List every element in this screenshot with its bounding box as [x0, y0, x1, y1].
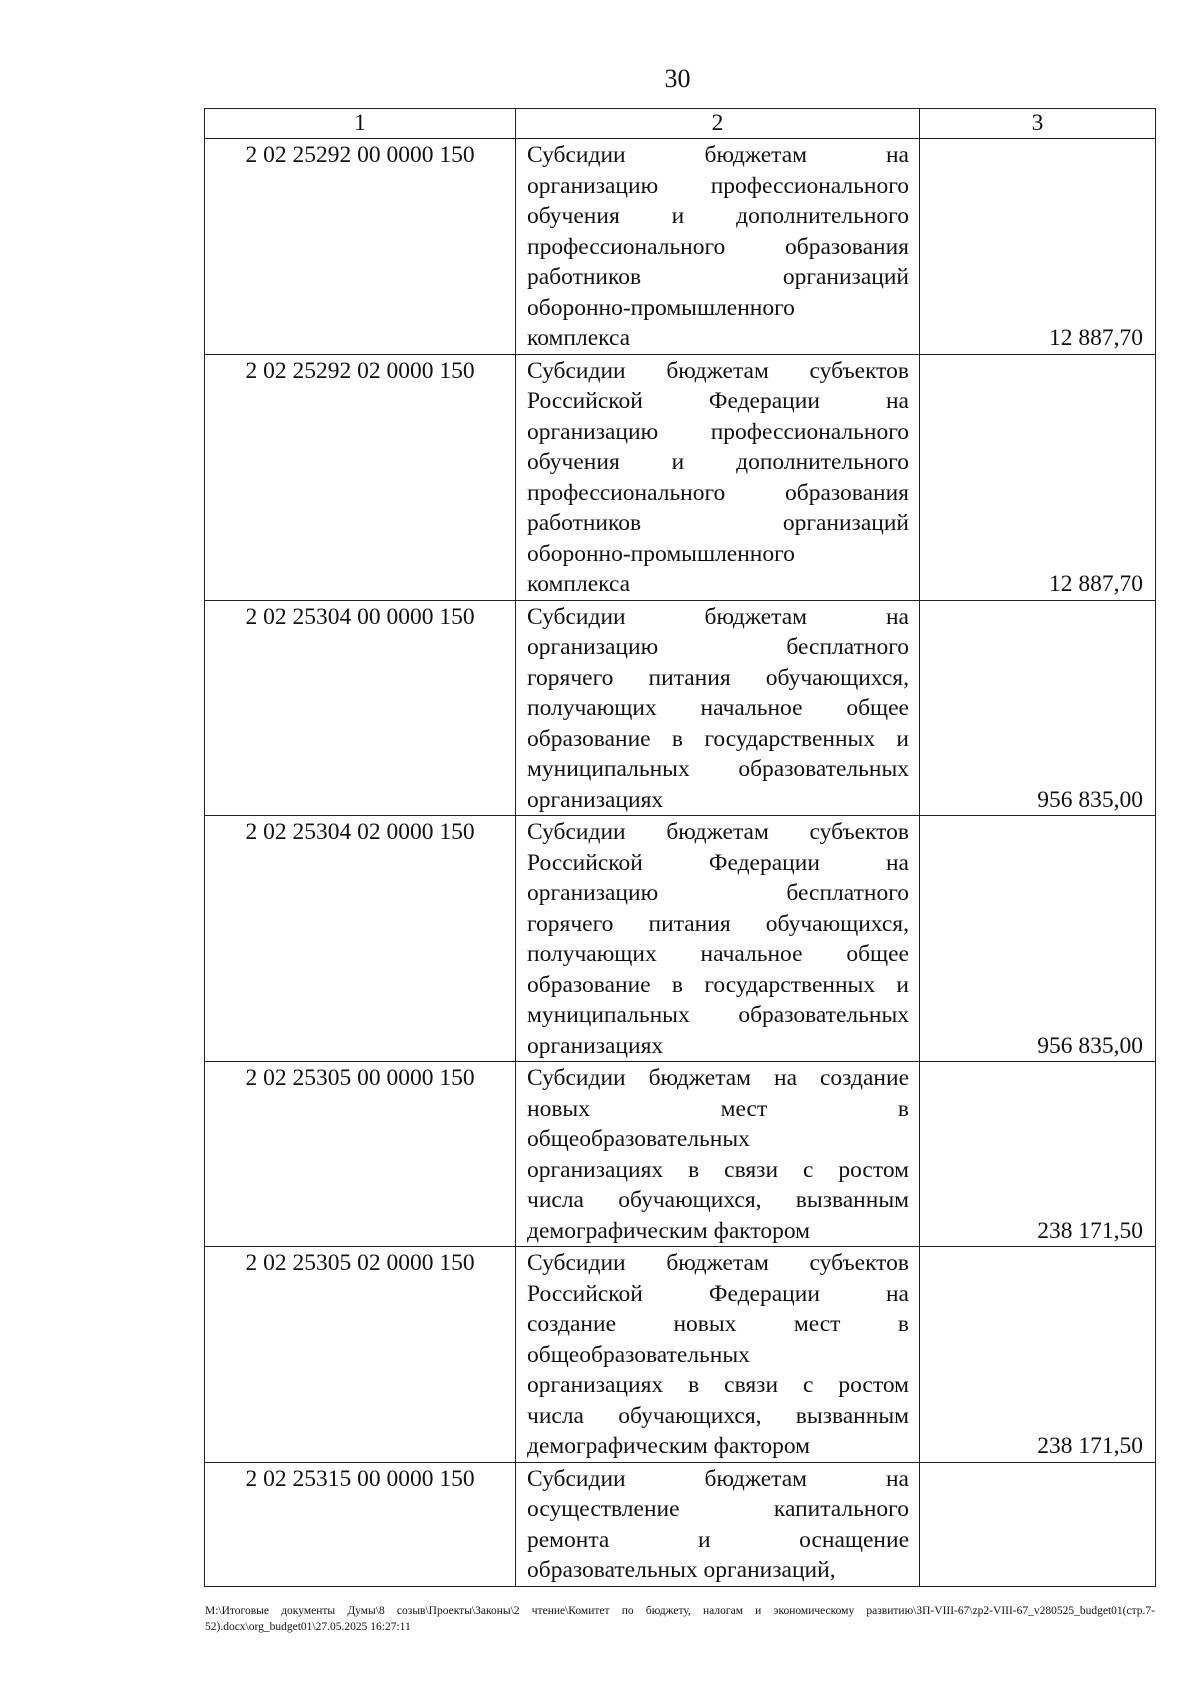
description-line: Российской Федерации на	[527, 849, 909, 876]
description-line: работников организаций	[527, 510, 909, 536]
description-line: организациях в связи с ростом	[527, 1156, 909, 1183]
budget-table	[204, 108, 1156, 1587]
description-line: профессионального образования	[527, 479, 909, 506]
description-line: горячего питания обучающихся,	[527, 664, 909, 691]
description-line: профессионального образования	[527, 233, 909, 260]
amount-cell	[920, 1462, 1156, 1586]
description-line: Субсидии бюджетам на	[527, 1465, 909, 1492]
amount-cell: 956 835,00	[920, 600, 1156, 816]
table-row	[205, 816, 1156, 1062]
description-line: организациях в связи с ростом	[527, 1372, 909, 1398]
table-header-row	[205, 109, 1156, 139]
description-line: Субсидии бюджетам на	[527, 142, 909, 168]
description-line: новых мест в	[527, 1095, 909, 1122]
description-line: Субсидии бюджетам субъектов	[527, 819, 909, 845]
amount-cell: 238 171,50	[920, 1062, 1156, 1247]
table-row	[205, 1462, 1156, 1586]
description-line: обучения и дополнительного	[527, 449, 909, 475]
amount-cell: 12 887,70	[920, 139, 1156, 355]
table-row	[205, 1247, 1156, 1463]
description-line: муниципальных образовательных	[527, 1002, 909, 1028]
description-line: демографическим фактором	[527, 1217, 811, 1244]
description-line: числа обучающихся, вызванным	[527, 1187, 909, 1213]
file-path-footer: M:\Итоговые документы Думы\8 созыв\Проекты\Законы\2 чтение\Комитет по бюджету, налогам и экономическому развитию\ЗП-VIII-67\zp2-VIII-67_v280525_budget01(стр.7-52).docx\org_budget01\27.05.2025 16:27:11	[205, 1605, 1155, 1633]
description-cell	[516, 139, 920, 355]
description-line: образование в государственных и	[527, 725, 909, 752]
description-line: Российской Федерации на	[527, 1280, 909, 1307]
budget-code-cell: 2 02 25292 02 0000 150	[205, 354, 516, 600]
description-line: Российской Федерации на	[527, 388, 909, 414]
description-line: Субсидии бюджетам на создание	[527, 1065, 909, 1091]
description-cell	[516, 1462, 920, 1586]
description-line: обучения и дополнительного	[527, 203, 909, 229]
amount-cell: 12 887,70	[920, 354, 1156, 600]
description-cell	[516, 600, 920, 816]
column-header-amount: 3	[920, 109, 1156, 139]
budget-code-cell: 2 02 25292 00 0000 150	[205, 139, 516, 355]
budget-code-cell: 2 02 25305 00 0000 150	[205, 1062, 516, 1247]
table-row	[205, 354, 1156, 600]
description-line: комплекса	[527, 325, 631, 351]
budget-code-cell: 2 02 25304 02 0000 150	[205, 816, 516, 1062]
description-cell	[516, 1247, 920, 1463]
budget-code-cell: 2 02 25304 00 0000 150	[205, 600, 516, 816]
description-line: Субсидии бюджетам субъектов	[527, 1250, 909, 1276]
description-line: организацию профессионального	[527, 418, 909, 445]
description-line: организациях	[527, 786, 664, 813]
description-line: горячего питания обучающихся,	[527, 910, 909, 937]
description-cell	[516, 354, 920, 600]
table-row	[205, 600, 1156, 816]
description-line: организацию бесплатного	[527, 634, 909, 660]
description-cell	[516, 816, 920, 1062]
description-line: комплекса	[527, 571, 631, 597]
description-cell	[516, 1062, 920, 1247]
description-line: общеобразовательных	[527, 1126, 750, 1152]
amount-cell: 238 171,50	[920, 1247, 1156, 1463]
description-line: получающих начальное общее	[527, 695, 909, 721]
amount-cell: 956 835,00	[920, 816, 1156, 1062]
description-line: создание новых мест в	[527, 1311, 909, 1337]
description-line: числа обучающихся, вызванным	[527, 1402, 909, 1429]
description-line: образование в государственных и	[527, 971, 909, 998]
table-row	[205, 1062, 1156, 1247]
description-line: организацию бесплатного	[527, 880, 909, 906]
description-line: оборонно-промышленного	[527, 294, 795, 321]
description-line: муниципальных образовательных	[527, 756, 909, 782]
description-line: организацию профессионального	[527, 172, 909, 199]
description-line: осуществление капитального	[527, 1496, 909, 1522]
description-line: оборонно-промышленного	[527, 540, 795, 567]
budget-code-cell: 2 02 25315 00 0000 150	[205, 1462, 516, 1586]
budget-code-cell: 2 02 25305 02 0000 150	[205, 1247, 516, 1463]
description-line: Субсидии бюджетам субъектов	[527, 357, 909, 384]
description-line: демографическим фактором	[527, 1433, 811, 1459]
description-line: получающих начальное общее	[527, 941, 909, 967]
description-line: работников организаций	[527, 264, 909, 290]
column-header-code: 1	[205, 109, 516, 139]
description-line: ремонта и оснащение	[527, 1526, 909, 1553]
description-line: организациях	[527, 1032, 664, 1059]
column-header-description: 2	[516, 109, 920, 139]
table-row	[205, 139, 1156, 355]
description-line: общеобразовательных	[527, 1341, 750, 1368]
description-line: Субсидии бюджетам на	[527, 603, 909, 630]
description-line: образовательных организаций,	[527, 1557, 836, 1583]
page-number: 30	[664, 64, 691, 93]
